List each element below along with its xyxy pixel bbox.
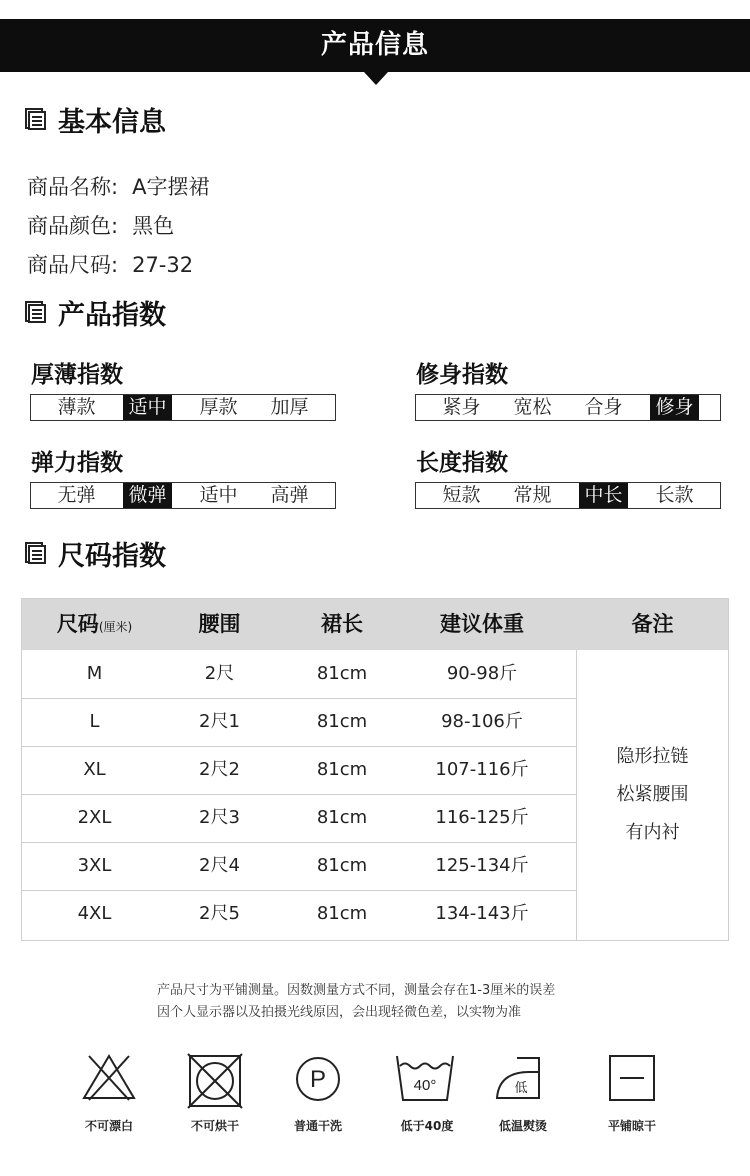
cell-size: 2XL <box>77 807 112 828</box>
cell-length: 81cm <box>316 759 368 780</box>
cell-size: M <box>86 663 103 684</box>
info-value: 黑色 <box>132 214 175 238</box>
index-scale-thickness <box>30 394 336 421</box>
header-length: 裙长 <box>321 612 363 636</box>
info-label: 商品颜色: <box>27 214 119 238</box>
section-product-index <box>24 295 166 329</box>
info-label: 商品尺码: <box>27 253 119 277</box>
index-option: 修身 <box>650 395 698 420</box>
care-item-dry-clean <box>278 1052 358 1102</box>
size-table <box>21 598 729 941</box>
wash-40-icon <box>393 1052 457 1104</box>
cell-length: 81cm <box>316 663 368 684</box>
cell-waist: 2尺 <box>204 663 235 684</box>
index-option: 短款 <box>442 484 481 506</box>
table-header <box>22 599 728 650</box>
info-label: 商品名称: <box>27 175 119 199</box>
care-label: 普通干洗 <box>293 1119 342 1133</box>
cell-length: 81cm <box>316 711 368 732</box>
remark-line: 隐形拉链 <box>616 746 689 767</box>
cell-length: 81cm <box>316 807 368 828</box>
care-label: 低于40度 <box>400 1119 454 1133</box>
banner-pointer <box>364 72 388 85</box>
cell-weight: 98-106斤 <box>441 711 523 732</box>
cell-length: 81cm <box>316 903 368 924</box>
cell-size: 3XL <box>77 855 112 876</box>
info-row-color <box>27 210 174 240</box>
header-remark: 备注 <box>631 612 674 636</box>
index-scale-fit <box>415 394 721 421</box>
section-title: 基本信息 <box>58 106 166 138</box>
care-label: 平铺晾干 <box>607 1119 656 1133</box>
header-size: 尺码(厘米) <box>56 612 133 636</box>
index-option: 紧身 <box>442 396 481 418</box>
row-divider <box>22 842 576 843</box>
index-option: 宽松 <box>513 396 552 418</box>
cell-weight: 116-125斤 <box>435 807 529 828</box>
no-tumble-dry-icon <box>186 1052 244 1110</box>
header-weight: 建议体重 <box>440 612 524 636</box>
info-row-name <box>27 171 209 201</box>
remark-line: 有内衬 <box>625 822 680 843</box>
index-option: 适中 <box>199 484 238 506</box>
row-divider <box>22 890 576 891</box>
cell-weight: 125-134斤 <box>435 855 529 876</box>
index-scale-length <box>415 482 721 509</box>
info-row-size <box>27 249 193 279</box>
index-label-fit: 修身指数 <box>416 362 508 388</box>
header-waist: 腰围 <box>198 612 241 636</box>
cell-length: 81cm <box>316 855 368 876</box>
row-divider <box>22 746 576 747</box>
cell-size: XL <box>83 759 106 780</box>
row-divider <box>22 794 576 795</box>
care-item-low-iron <box>483 1052 563 1104</box>
cell-weight: 90-98斤 <box>446 663 518 684</box>
index-option: 薄款 <box>57 396 96 418</box>
document-icon <box>24 301 46 323</box>
no-bleach-icon <box>81 1052 137 1102</box>
index-option: 厚款 <box>199 396 238 418</box>
cell-waist: 2尺5 <box>199 903 240 924</box>
care-item-flat-dry <box>592 1052 672 1104</box>
cell-waist: 2尺3 <box>199 807 240 828</box>
care-item-no-tumble-dry <box>175 1052 255 1110</box>
document-icon <box>24 542 46 564</box>
index-label-thickness: 厚薄指数 <box>31 362 123 388</box>
care-label: 低温熨烫 <box>498 1119 547 1133</box>
index-label-length: 长度指数 <box>416 450 508 476</box>
index-option: 长款 <box>655 484 694 506</box>
measurement-note: 产品尺寸为平铺测量。因数测量方式不同，测量会存在1-3厘米的误差 <box>157 983 556 998</box>
cell-waist: 2尺2 <box>199 759 240 780</box>
info-value: 27-32 <box>132 253 194 277</box>
cell-size: 4XL <box>77 903 112 924</box>
index-option: 微弹 <box>123 483 171 508</box>
cell-weight: 134-143斤 <box>435 903 529 924</box>
header-banner <box>0 19 750 72</box>
svg-text:40°: 40° <box>413 1077 437 1094</box>
remark-cell <box>577 650 728 940</box>
section-size-index <box>24 536 166 570</box>
section-basic-info <box>24 102 166 136</box>
care-item-no-bleach <box>69 1052 149 1102</box>
index-option: 常规 <box>513 484 552 506</box>
row-divider <box>22 698 576 699</box>
svg-text:P: P <box>309 1066 327 1093</box>
cell-waist: 2尺1 <box>199 711 240 732</box>
index-option: 适中 <box>123 395 171 420</box>
care-label: 不可烘干 <box>190 1119 239 1133</box>
section-title: 尺码指数 <box>58 540 166 572</box>
care-item-wash-40 <box>385 1052 465 1104</box>
index-option: 合身 <box>584 396 623 418</box>
low-iron-icon <box>493 1052 553 1104</box>
page-title: 产品信息 <box>320 30 429 60</box>
document-icon <box>24 108 46 130</box>
info-value: A字摆裙 <box>132 175 210 199</box>
cell-weight: 107-116斤 <box>435 759 529 780</box>
color-note: 因个人显示器以及拍摄光线原因，会出现轻微色差，以实物为准 <box>157 1005 522 1020</box>
flat-dry-icon <box>606 1052 658 1104</box>
remark-line: 松紧腰围 <box>616 784 689 805</box>
care-label: 不可漂白 <box>84 1119 133 1133</box>
index-label-elasticity: 弹力指数 <box>31 450 123 476</box>
index-option: 加厚 <box>270 396 309 418</box>
dry-clean-icon <box>293 1052 343 1102</box>
svg-text:低: 低 <box>514 1081 528 1096</box>
section-title: 产品指数 <box>58 299 166 331</box>
index-option: 高弹 <box>270 484 309 506</box>
index-option: 无弹 <box>57 484 96 506</box>
cell-waist: 2尺4 <box>199 855 240 876</box>
index-option: 中长 <box>579 483 627 508</box>
index-scale-elasticity <box>30 482 336 509</box>
cell-size: L <box>89 711 100 732</box>
